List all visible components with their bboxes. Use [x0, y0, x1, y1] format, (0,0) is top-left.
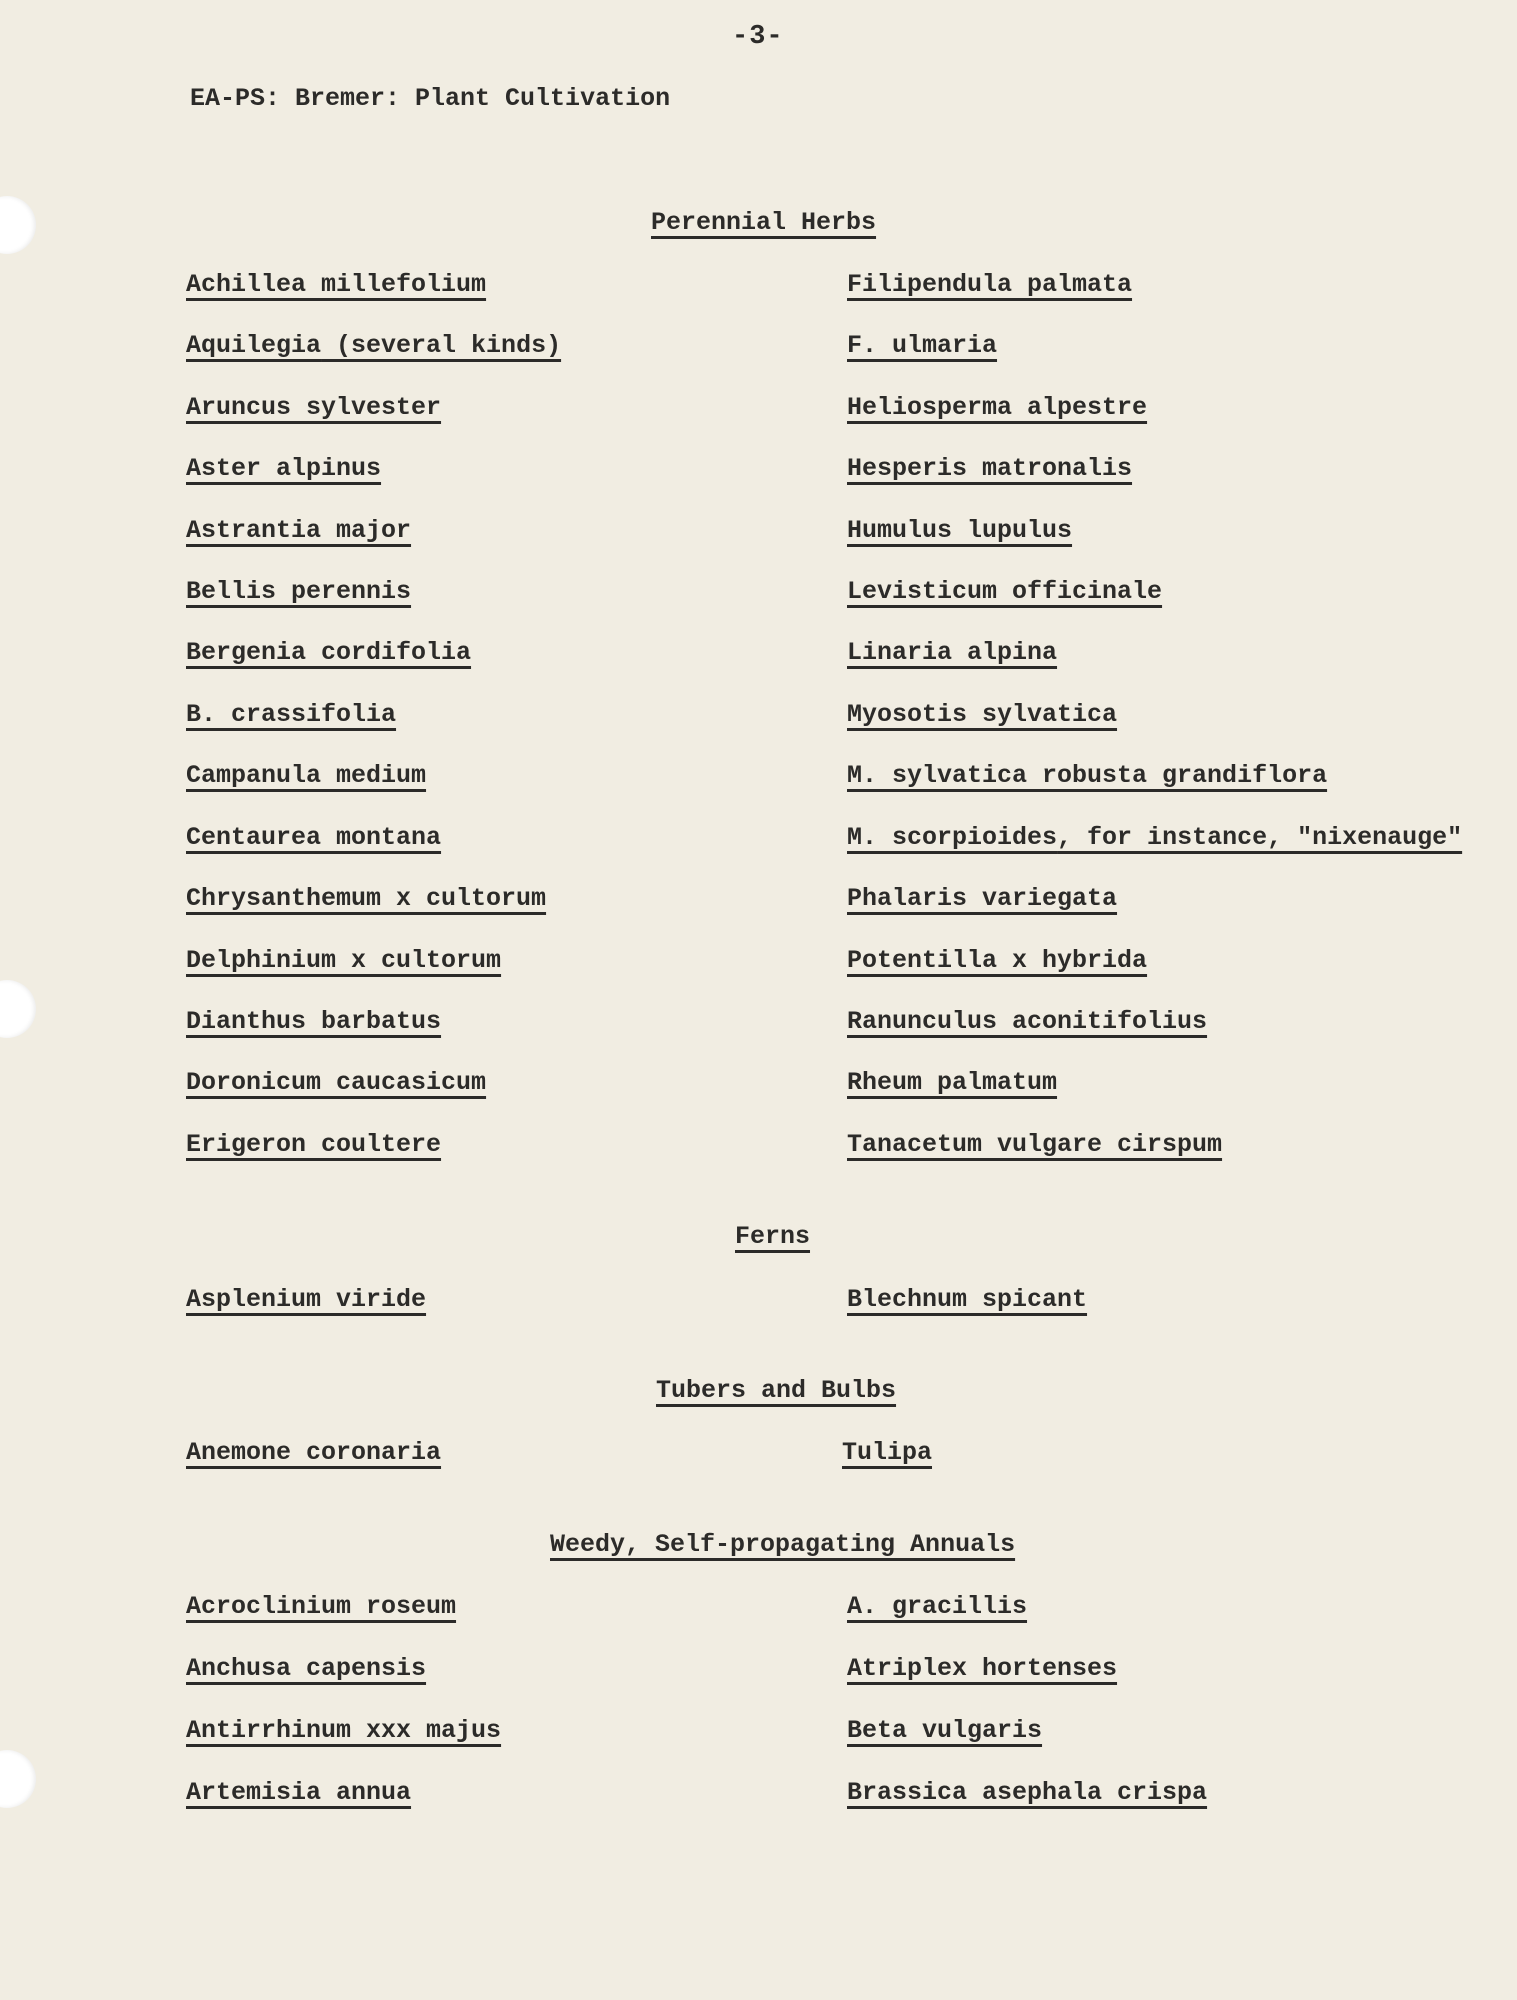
list-row: [0, 1654, 1517, 1694]
plant-name: Brassica asephala crispa: [847, 1778, 1208, 1807]
list-row: [0, 1068, 1517, 1108]
plant-note: (several kinds): [321, 331, 562, 360]
list-row: [0, 700, 1517, 740]
list-row: [0, 1130, 1517, 1170]
list-row: [0, 884, 1517, 924]
list-row: [0, 823, 1517, 863]
plant-name: Doronicum caucasicum: [186, 1068, 487, 1097]
plant-name: Hesperis matronalis: [847, 454, 1133, 483]
plant-name: Aster alpinus: [186, 454, 382, 483]
plant-name: F. ulmaria: [847, 331, 998, 360]
plant-note: , for instance, "nixenauge": [1057, 823, 1463, 852]
list-row: [0, 270, 1517, 310]
list-row: [0, 393, 1517, 433]
list-row: [0, 1592, 1517, 1632]
page-number: -3-: [732, 22, 784, 52]
list-row: [0, 1438, 1517, 1478]
plant-name: Filipendula palmata: [847, 270, 1133, 299]
plant-name: A. gracillis: [847, 1592, 1028, 1621]
plant-name: Anemone coronaria: [186, 1438, 442, 1467]
plant-name: Atriplex hortenses: [847, 1654, 1118, 1683]
section-title-weedy-annuals: Weedy, Self-propagating Annuals: [550, 1530, 1016, 1559]
plant-name: Antirrhinum xxx majus: [186, 1716, 502, 1745]
document-header: EA-PS: Bremer: Plant Cultivation: [190, 84, 671, 113]
plant-name: Beta vulgaris: [847, 1716, 1043, 1745]
plant-name: Bellis perennis: [186, 577, 412, 606]
list-row: [0, 1778, 1517, 1818]
plant-name: Artemisia annua: [186, 1778, 412, 1807]
plant-name: Potentilla x hybrida: [847, 946, 1148, 975]
plant-name: Myosotis sylvatica: [847, 700, 1118, 729]
plant-name: Centaurea montana: [186, 823, 442, 852]
section-title-tubers-and-bulbs: Tubers and Bulbs: [656, 1376, 897, 1405]
plant-name: Achillea millefolium: [186, 270, 487, 299]
plant-name: Bergenia cordifolia: [186, 638, 472, 667]
plant-name: Phalaris variegata: [847, 884, 1118, 913]
list-row: [0, 1007, 1517, 1047]
plant-name: Aquilegia: [186, 331, 322, 360]
list-row: [0, 454, 1517, 494]
plant-name: Rheum palmatum: [847, 1068, 1058, 1097]
plant-name: Astrantia major: [186, 516, 412, 545]
section-title-ferns: Ferns: [735, 1222, 811, 1251]
list-row: [0, 761, 1517, 801]
plant-name: Humulus lupulus: [847, 516, 1073, 545]
plant-name: B. crassifolia: [186, 700, 397, 729]
list-row: [0, 946, 1517, 986]
plant-name: Chrysanthemum x cultorum: [186, 884, 547, 913]
punch-hole: [0, 196, 36, 254]
plant-name: Campanula medium: [186, 761, 427, 790]
list-row: [0, 331, 1517, 371]
plant-name-with-note: [847, 823, 1462, 852]
plant-name: M. scorpioides: [847, 823, 1058, 852]
plant-name: Acroclinium roseum: [186, 1592, 457, 1621]
plant-name: Heliosperma alpestre: [847, 393, 1148, 422]
plant-name: Aruncus sylvester: [186, 393, 442, 422]
plant-name: Tanacetum vulgare cirspum: [847, 1130, 1223, 1159]
list-row: [0, 516, 1517, 556]
plant-name: Levisticum officinale: [847, 577, 1163, 606]
plant-name: Ranunculus aconitifolius: [847, 1007, 1208, 1036]
plant-name: Delphinium x cultorum: [186, 946, 502, 975]
list-row: [0, 1716, 1517, 1756]
list-row: [0, 638, 1517, 678]
list-row: [0, 577, 1517, 617]
list-row: [0, 1285, 1517, 1325]
plant-name: Blechnum spicant: [847, 1285, 1088, 1314]
plant-name: Anchusa capensis: [186, 1654, 427, 1683]
plant-name: Erigeron coultere: [186, 1130, 442, 1159]
plant-name: Dianthus barbatus: [186, 1007, 442, 1036]
section-title-perennial-herbs: Perennial Herbs: [651, 208, 877, 237]
plant-name: M. sylvatica robusta grandiflora: [847, 761, 1328, 790]
plant-name-with-note: [186, 331, 561, 360]
plant-name: Linaria alpina: [847, 638, 1058, 667]
plant-name: Tulipa: [842, 1438, 933, 1467]
plant-name: Asplenium viride: [186, 1285, 427, 1314]
